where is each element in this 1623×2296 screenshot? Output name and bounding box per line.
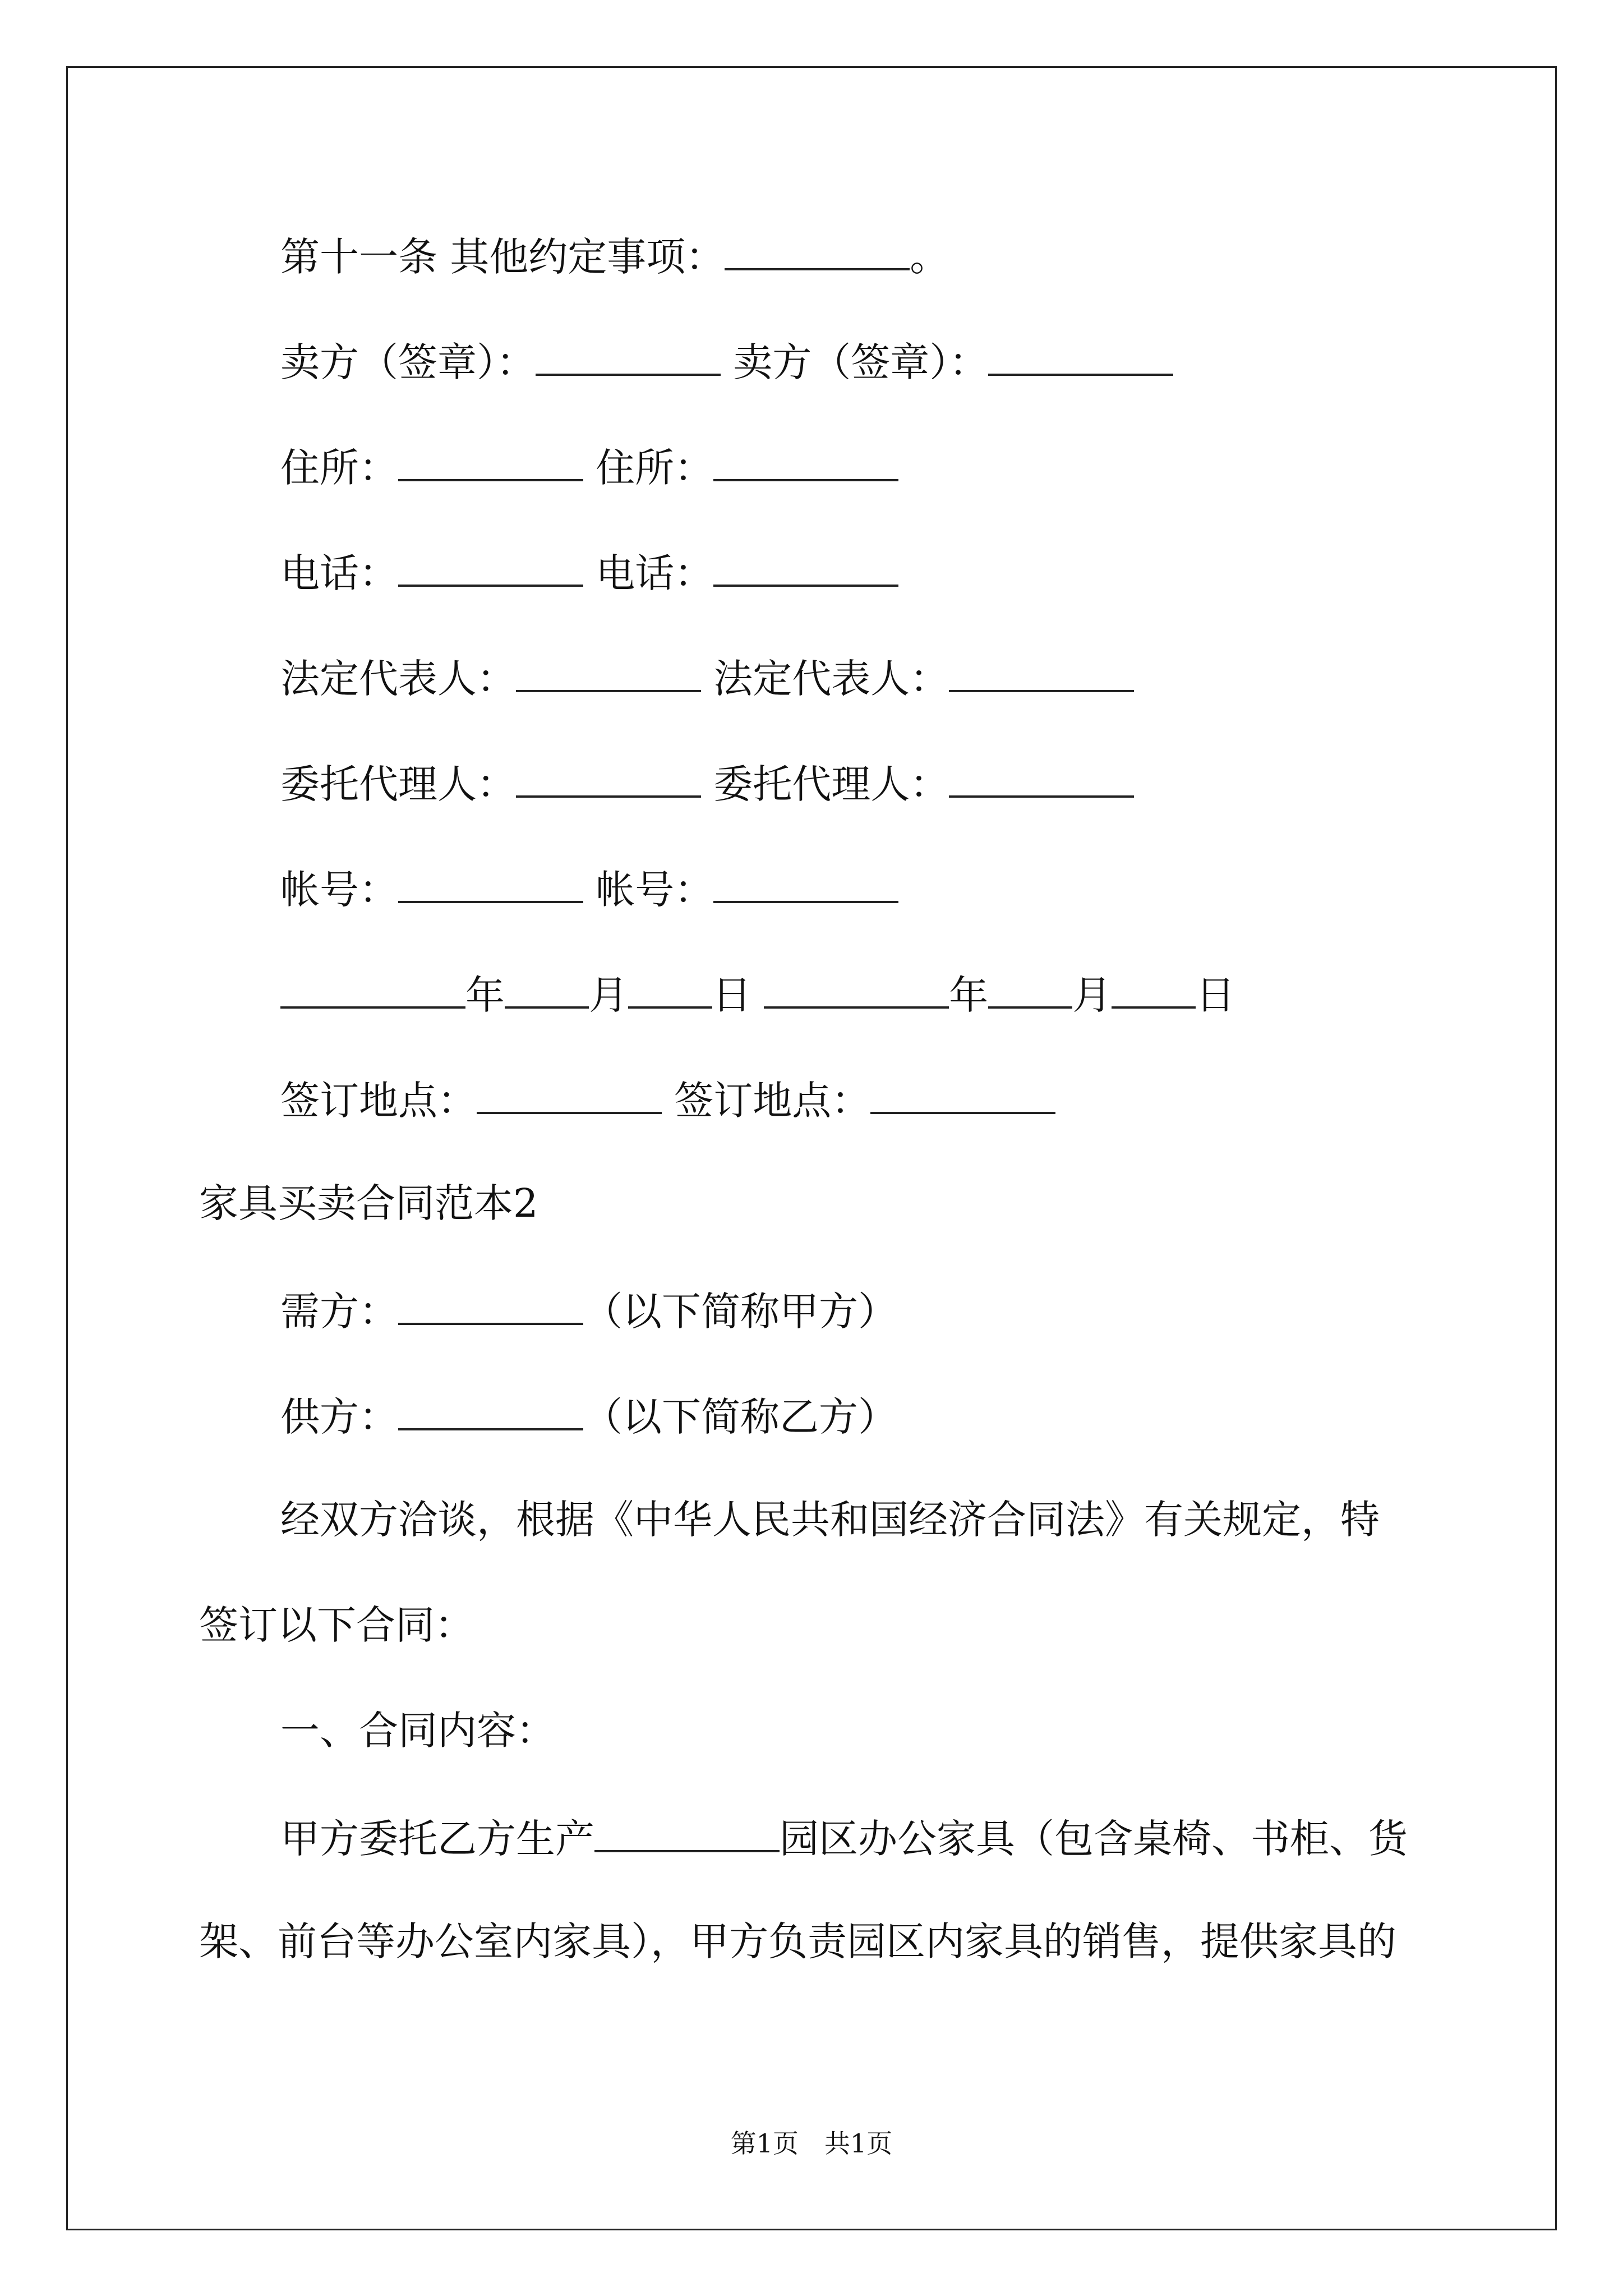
agent-line: 委托代理人： 委托代理人： [280,762,1134,804]
blank-field[interactable] [398,1395,583,1430]
signing-place-line: 签订地点： 签订地点： [280,1078,1055,1120]
blank-field[interactable] [398,551,583,587]
blank-field[interactable] [516,656,701,692]
intro-paragraph-line-2: 签订以下合同： [199,1602,474,1648]
blank-field[interactable] [949,656,1134,692]
blank-field[interactable] [628,973,712,1009]
blank-field[interactable] [725,234,910,270]
buyer-line: 需方： （以下简称甲方） [280,1289,897,1335]
legal-representative-line: 法定代表人： 法定代表人： [280,656,1134,698]
blank-field[interactable] [477,1078,662,1114]
blank-field[interactable] [713,867,898,903]
blank-field[interactable] [398,1289,583,1325]
blank-field[interactable] [713,445,898,481]
date-line: 年 月 日 年 月 日 [280,973,1235,1015]
blank-field[interactable] [280,973,465,1009]
document-title-2: 家具买卖合同范本2 [199,1180,538,1226]
address-line: 住所： 住所： [280,445,898,487]
clause-11: 第十一条 其他约定事项： 。 [280,234,949,280]
seller-signature-line: 卖方（签章）： 卖方（签章）： [280,340,1173,382]
blank-field[interactable] [1112,973,1196,1009]
content-paragraph-line-1: 甲方委托乙方生产 园区办公家具（包含桌椅、书柜、货 [280,1816,1408,1862]
page-footer: 第1页 共1页 [730,2128,893,2159]
section-heading: 一、合同内容： [280,1708,555,1754]
blank-field[interactable] [988,973,1072,1009]
blank-field[interactable] [713,551,898,587]
page-border [66,66,1557,2230]
blank-field[interactable] [764,973,949,1009]
supplier-line: 供方： （以下简称乙方） [280,1394,897,1441]
blank-field[interactable] [949,762,1134,798]
blank-field[interactable] [398,867,583,903]
content-paragraph-line-2: 架、前台等办公室内家具），甲方负责园区内家具的销售，提供家具的 [199,1918,1396,1964]
phone-line: 电话： 电话： [280,551,898,593]
blank-field[interactable] [870,1078,1055,1114]
blank-field[interactable] [505,973,589,1009]
blank-field[interactable] [536,340,721,376]
intro-paragraph-line-1: 经双方洽谈，根据《中华人民共和国经济合同法》有关规定，特 [280,1497,1380,1543]
blank-field[interactable] [594,1816,780,1852]
account-line: 帐号： 帐号： [280,867,898,909]
blank-field[interactable] [988,340,1173,376]
blank-field[interactable] [398,445,583,481]
blank-field[interactable] [516,762,701,798]
